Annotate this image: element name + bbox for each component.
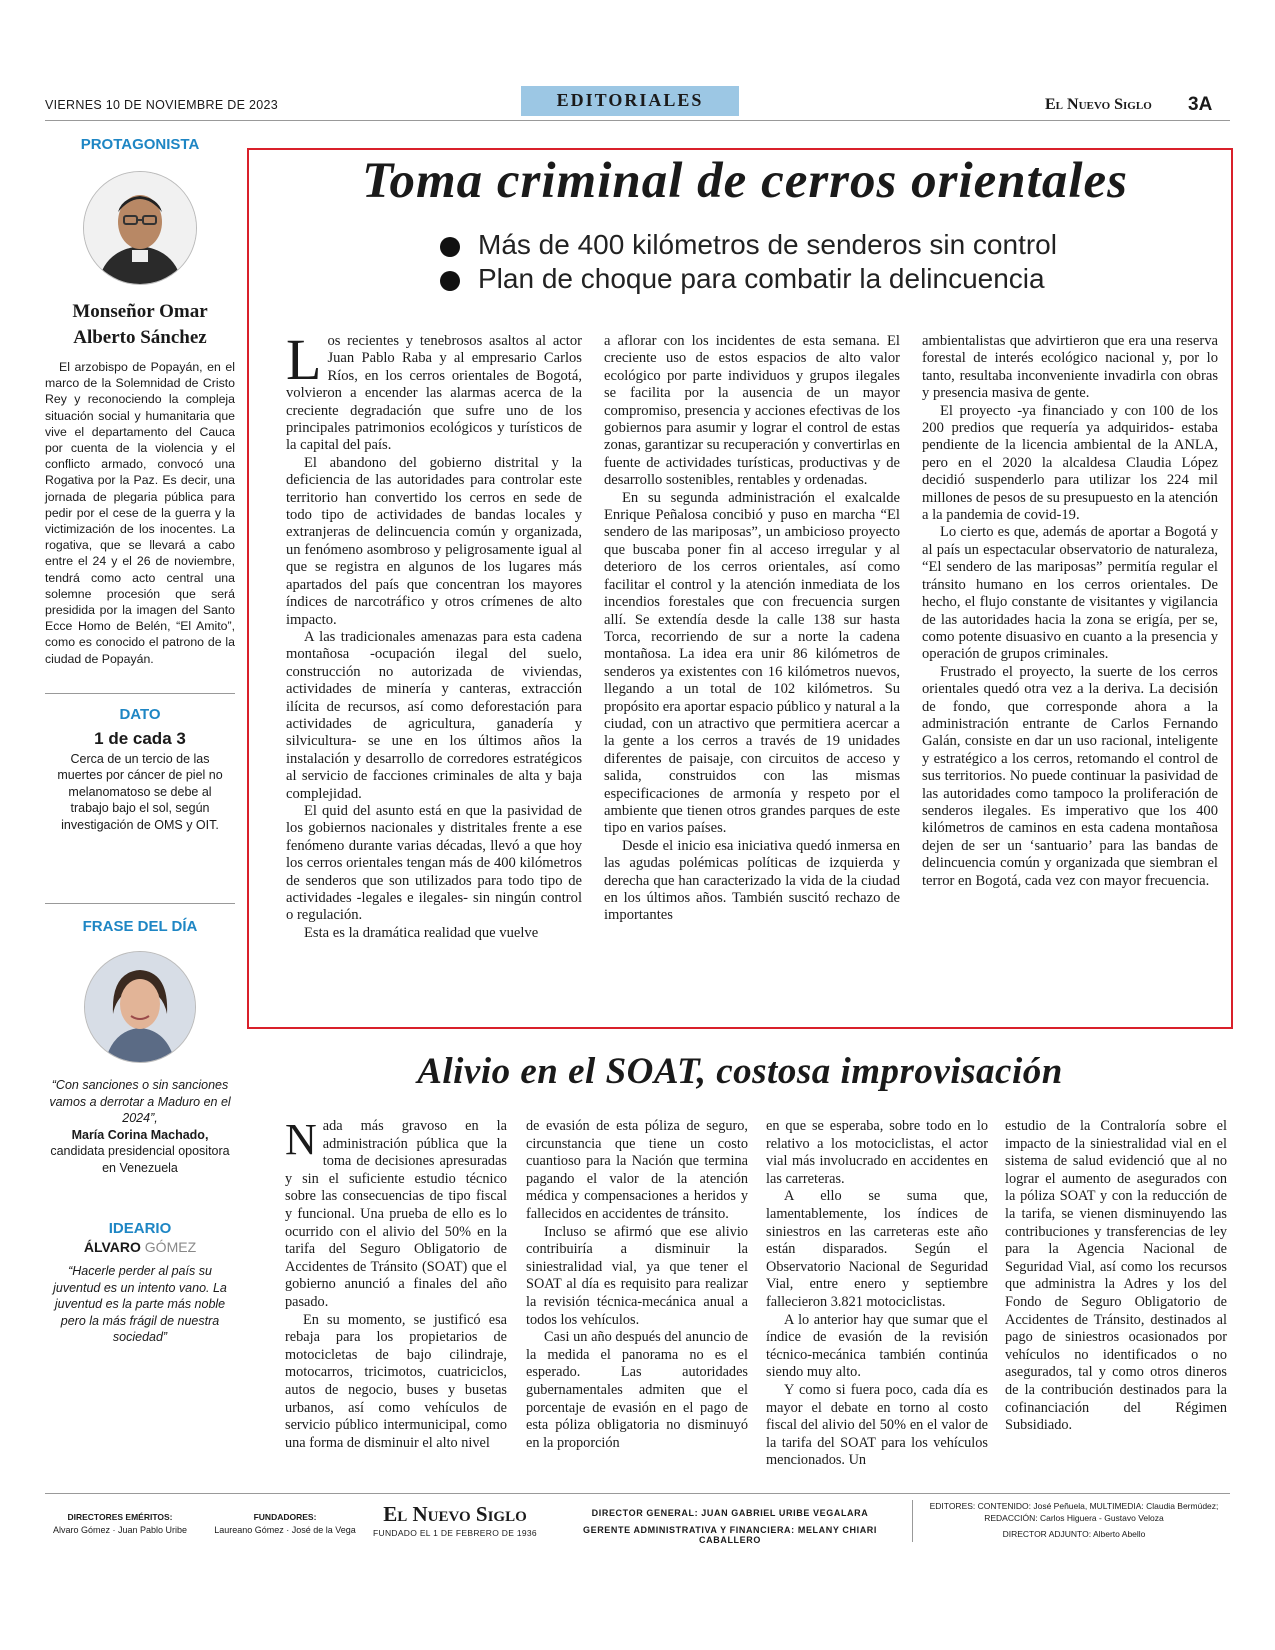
sidebar-divider-1 [45,693,235,694]
e1c3-p0: ambientalistas que advirtieron que era una reserva forestal de interés ecológico nacional y, por lo tanto, resultaba inconveniente invadirla con obras y presencia masiva de gente. [922,333,1218,402]
footer-logo: El Nuevo Siglo [383,1502,527,1526]
editorial2-col1 [285,1115,507,1452]
gerente: GERENTE ADMINISTRATIVA Y FINANCIERA: MELANY CHIARI CABALLERO [582,1525,877,1545]
frase-heading: FRASE DEL DÍA [82,918,198,936]
e2c1-p1: En su momento, se justificó esa rebaja para los propietarios de motocicletas de bajo cilindraje, motocarros, tricimotos, cuatriciclos, autos de negocio, buses y busetas urbanos, así como vehículos de servicio público intermunicipal, como una forma de disminuir el alto nivel [285,1311,507,1451]
editorial2-col3 [766,1118,988,1470]
editores: EDITORES: CONTENIDO: José Peñuela, MULTIMEDIA: Claudia Bermúdez; [929,1501,1219,1511]
header-rule [45,120,1230,121]
protagonist-name-line1: Monseñor Omar [72,301,208,322]
e1c1-p3: El quid del asunto está en que la pasividad de los gobiernos nacionales y distritales frente a ese fenómeno durante varias décadas, llevó a que hoy los cerros orientales tengan más de 400 kilómetros de senderos que son utilizados para todo tipo de actividades -legales e ilegales- sin ningún control o regulación. [286,802,582,924]
section-title: EDITORIALES [556,90,704,110]
e2c2-p2: Casi un año después del anuncio de la medida el panorama no es el esperado. Las autoridades gubernamentales admiten que el porcentaje de evasión en el pago de esta póliza obligatoria no disminuyó en la proporción [526,1329,748,1451]
e2c4-p0: estudio de la Contraloría sobre el impacto de la siniestralidad vial en el sistema de salud evidenció que al no lograr el aumento de asegurados con la póliza SOAT y con la reducción de la tarifa, se vienen disminuyendo las contribuciones y transferencias de ley para la Agencia Nacional de Seguridad Vial, así como los recursos que administra la Adres y los del Fondo de Seguro Obligatorio de Accidentes de Tránsito, destinados al pago de siniestros ocasionados por vehículos no identificados o no asegurados, tal y como otros dineros de la contribución destinados para la cofinanciación del Régimen Subsidiado. [1005,1118,1227,1434]
bullet-text-1: Más de 400 kilómetros de senderos sin control [478,229,1057,260]
fundadores-names: Laureano Gómez · José de la Vega [214,1525,356,1535]
editorial1-title: Toma criminal de cerros orientales [362,153,1128,209]
bullet-text-2: Plan de choque para combatir la delincuencia [478,263,1045,294]
bullet-item-1 [440,228,1057,262]
sidebar [45,128,235,1346]
frase-author: María Corina Machado, [71,1127,209,1142]
frase-role: candidata presidencial opositora en Venezuela [50,1144,230,1175]
directores-names: Alvaro Gómez · Juan Pablo Uribe [52,1525,188,1535]
frase-photo [84,951,196,1063]
protagonist-heading: PROTAGONISTA [80,136,200,153]
e1c1-p2: A las tradicionales amenazas para esta cadena montañosa -ocupación ilegal del suelo, construcción no autorizada de viviendas, actividades de minería y canteras, extracción ilícita de recursos, así como deforestación para actividades de agricultura, ganadería y silvicultura- se une en los últimos años la instalación y desarrollo de corredores estratégicos al servicio de facciones criminales de alta y baja complejidad. [286,628,582,802]
footer-direccion [565,1508,895,1545]
e1c1-p0: os recientes y tenebrosos asaltos al actor Juan Pablo Raba y al empresario Carlos Ríos, en los cerros orientales de Bogotá, volvieron a encender las alarmas acerca de la creciente degradación que sufre uno de los principales patrimonios ecológicos y turísticos de la capital del país. [286,333,582,454]
dato-text: Cerca de un tercio de las muertes por cáncer de piel no melanomatoso se debe al trabajo bajo el sol, según investigación de OMS y OIT. [57,751,223,832]
protagonist-name [45,299,235,351]
ideario-heading: IDEARIO [108,1220,172,1238]
footer-directores [45,1512,195,1535]
e2c1-p0: ada más gravoso en la administración pública que la toma de decisiones apresuradas y sin el suficiente estudio técnico sobre las consecuencias de tipo fiscal y funcional. Una prueba de ello es lo ocurrido con el alivio del 50% en la tarifa del Seguro Obligatorio de Accidentes de Tránsito (SOAT) que el gobierno anunció a finales del año pasado. [285,1118,507,1310]
e1c3-p2: Lo cierto es que, además de aportar a Bogotá y al país un espectacular observatorio de naturaleza, “El sendero de las mariposas” permitía regular el tránsito humano en los cerros orientales. De hecho, el flujo constante de visitantes y vigilancia de las autoridades hacia la zona se erigía, per se, como potente disuasivo en cuanto a la presencia y operación de grupos criminales. [922,524,1218,663]
editorial1-col2 [604,333,900,925]
ideario-author-last: GÓMEZ [144,1239,197,1256]
protagonist-photo [83,171,197,285]
redaccion: REDACCIÓN: Carlos Higuera - Gustavo Veloza [984,1513,1164,1523]
footer-editores [918,1500,1230,1540]
protagonist-text: El arzobispo de Popayán, en el marco de la Solemnidad de Cristo Rey y reconociendo la compleja situación social y humanitaria que vive el departamento del Cauca por cuenta de la violencia y el conflicto armado, convocó una Rogativa por la Paz. Es decir, una jornada de plegaria pública para pedir por el cese de la guerra y la victimización de los inocentes. La rogativa, que se llevará a cabo entre el 24 y el 26 de noviembre, tendrá como acto central una solemne procesión que será presidida por la imagen del Santo Ecce Homo de Belén, “El Amito”, como es conocido el patrono de la ciudad de Popayán. [45,360,235,666]
editorial1-col1 [286,327,582,942]
e2c3-p0: en que se esperaba, sobre todo en lo relativo a los motociclistas, el actor vial más involucrado en accidentes en las carreteras. [766,1118,988,1187]
e2c2-p0: de evasión de esta póliza de seguro, circunstancia que tiene un costo cuantioso para la Nación que termina pagando el valor de la atención médica y compensaciones a heridos y fallecidos en accidentes de tránsito. [526,1118,748,1222]
issue-date: VIERNES 10 DE NOVIEMBRE DE 2023 [45,98,278,112]
ideario-quote: “Hacerle perder al país su juventud es un intento vano. La juventud es la parte más noble pero la más frágil de nuestra sociedad” [53,1264,227,1345]
editorial2-col2 [526,1118,748,1452]
sidebar-divider-2 [45,903,235,904]
directores-label: DIRECTORES EMÉRITOS: [67,1512,173,1522]
e1c2-p1: En su segunda administración el exalcalde Enrique Peñalosa concibió y puso en marcha “El sendero de las mariposas”, un ambicioso proyecto que buscaba poner fin al acceso irregular y al deterioro de los cerros orientales, así como facilitar el control y la atención inmediata de los incendios forestales que con frecuencia surgen allí. Se extendía desde la calle 138 sur hasta Torca, recorriendo de sur a norte la cadena montañosa. La idea era unir 86 kilómetros de senderos ya existentes con 16 kilómetros nuevos, llegando a un total de 102 kilómetros. Su propósito era aportar espacio público y natural a la ciudad, con un atractivo que permitiera acercar a la gente a los cerros a través de 19 unidades diferentes de paisaje, con circuitos de acceso y salida, construidos con las mismas especificaciones de armonía y respeto por el ambiente que tienen otros grandes parques de este tipo en varios países. [604,489,900,837]
bullet-item-2 [440,262,1057,296]
dropcap: L [286,327,322,392]
e1c3-p3: Frustrado el proyecto, la suerte de los cerros orientales quedó otra vez a la deriva. La decisión de fondo, que corresponde ahora a la administración entrante de Carlos Fernando Galán, consiste en dar un uso racional, inteligente y estratégico a los cerros, retomando el control de sus territorios. No puede continuar la pasividad de las autoridades como tampoco la proliferación de senderos ilegales. Es imperativo que los 400 kilómetros de caminos en esta cadena montañosa dejen de ser un ‘santuario’ para las bandas de delincuencia común y organizada que siembran el terror en Bogotá, cada vez con mayor frecuencia. [922,663,1218,889]
bullet-icon [440,237,460,257]
editorial1-bullets [440,228,1057,296]
fundadores-label: FUNDADORES: [253,1512,317,1522]
editorial2-title: Alivio en el SOAT, costosa improvisación [417,1051,1063,1092]
e2c3-p2: A lo anterior hay que sumar que el índice de evasión de la revisión técnico-mecánica también continúa siendo muy alto. [766,1311,988,1381]
e1c2-p0: a aflorar con los incidentes de esta semana. El creciente uso de estos espacios de alto valor ecológico por parte individuos y grupos ilegales se facilita por la ausencia de un mayor compromiso, presencia y acciones efectivas de los gobiernos para asumir y lograr el control de estas zonas, garantizar su recuperación y convertirlas en fuente de actividades turísticas, productivas y de desarrollo sostenibles, rentables y ordenadas. [604,333,900,489]
e2c3-p1: A ello se suma que, lamentablemente, los índices de siniestros en las carreteras este año están disparados. Según el Observatorio Nacional de Seguridad Vial, entre enero y septiembre fallecieron 3.821 motociclistas. [766,1188,988,1310]
ideario-author [45,1239,235,1255]
editorial1-col3 [922,333,1218,890]
e1c3-p1: El proyecto -ya financiado y con 100 de los 200 predios que requería ya adquiridos- estaba pendiente de la licencia ambiental de la ANLA, pero en el 2020 la alcaldesa Claudia López decidió suspenderlo para utilizar los 224 mil millones de pesos de su presupuesto en la atención a la pandemia de covid-19. [922,402,1218,524]
bullet-icon [440,271,460,291]
e1c1-p4: Esta es la dramática realidad que vuelve [304,924,539,941]
footer-rule [45,1493,1230,1494]
ideario-author-first: ÁLVARO [83,1239,141,1256]
adjunto: DIRECTOR ADJUNTO: Alberto Abello [1002,1529,1146,1539]
e2c3-p3: Y como si fuera poco, cada día es mayor el debate en torno al costo fiscal del alivio del 50% en el valor de la tarifa del SOAT para los vehículos mencionados. Un [766,1381,988,1469]
dato-value: 1 de cada 3 [94,728,186,748]
e2c2-p1: Incluso se afirmó que ese alivio contribuiría a disminuir la siniestralidad vial, ya que tener el SOAT al día es requisito para realizar la revisión técnica-mecánica anual a todos los vehículos. [526,1223,748,1328]
protagonist-name-line2: Alberto Sánchez [73,327,207,348]
e1c1-p1: El abandono del gobierno distrital y la deficiencia de las autoridades para controlar este territorio han convertido los cerros en sede de todo tipo de actividades de bandas locales y extranjeras de delincuencia común y organizada, un fenómeno asombroso y peligrosamente igual al que se registra en algunos de los lugares más apartados del país que concentran los mayores índices de narcotráfico y otros crímenes de alto impacto. [286,454,582,628]
frase-quote: “Con sanciones o sin sanciones vamos a derrotar a Maduro en el 2024”, [49,1078,231,1126]
dropcap: N [285,1115,317,1164]
e1c2-p2: Desde el inicio esa iniciativa quedó inmersa en las agudas polémicas políticas de izquierda y derecha que han caracterizado la vida de la ciudad en los últimos años. También suscitó rechazo de importantes [604,837,900,924]
masthead-small: El Nuevo Siglo [1045,96,1152,113]
footer-divider [912,1500,913,1542]
footer-fundadores [210,1512,360,1535]
page-number: 3A [1188,94,1213,115]
director-general: DIRECTOR GENERAL: JUAN GABRIEL URIBE VEGALARA [591,1508,869,1518]
dato-heading: DATO [119,705,161,723]
footer-fundado: FUNDADO EL 1 DE FEBRERO DE 1936 [373,1528,537,1538]
editorial2-col4 [1005,1118,1227,1435]
